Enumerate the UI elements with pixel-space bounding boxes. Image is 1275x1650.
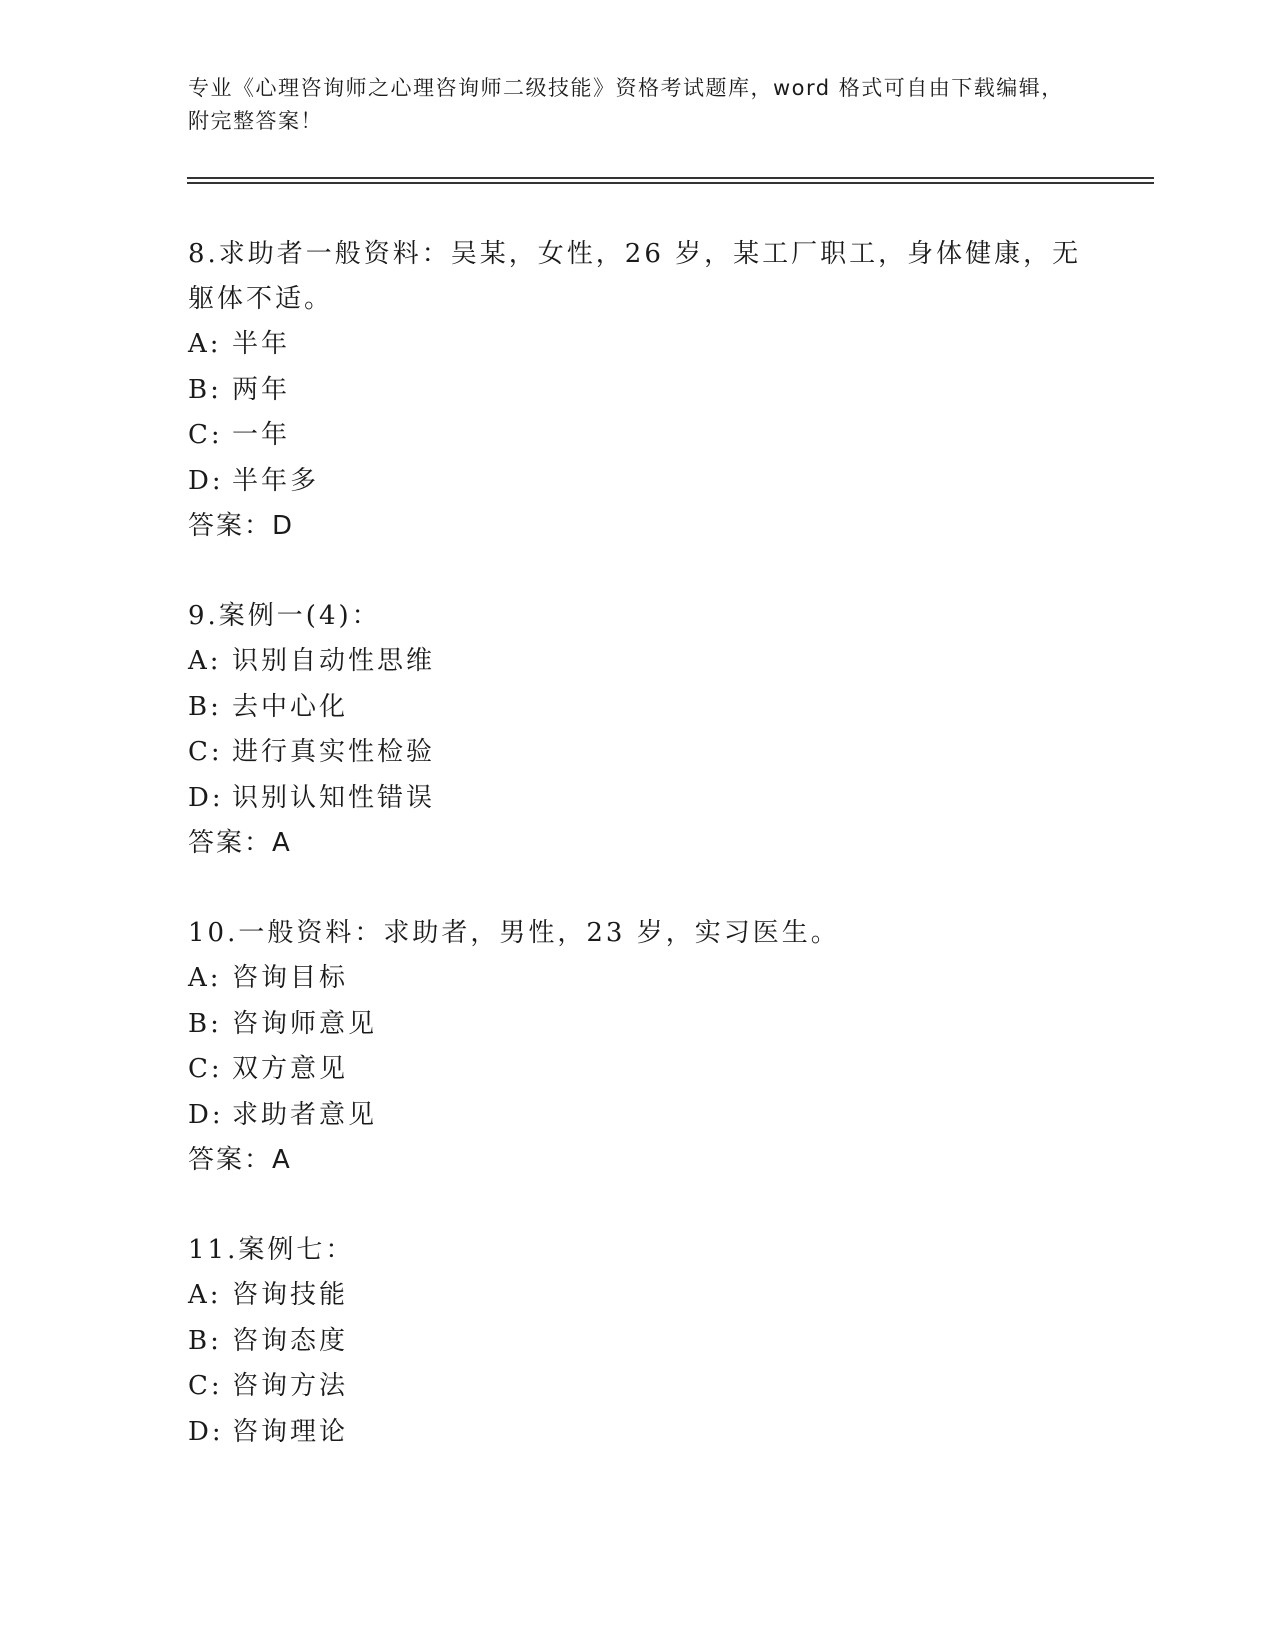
option-key: D: (188, 465, 224, 496)
question-item (188, 594, 1088, 866)
answer-option (188, 1364, 1088, 1410)
option-key: D: (188, 1099, 224, 1130)
answer-option (188, 1093, 1088, 1139)
option-text: 咨询态度 (232, 1325, 349, 1356)
option-key: B: (188, 1325, 222, 1356)
question-title: 10.一般资料：求助者，男性，23 岁，实习医生。 (188, 918, 840, 948)
option-text: 咨询理论 (232, 1416, 349, 1447)
option-key: C: (188, 420, 223, 450)
answer-line: 答案：A (188, 828, 292, 858)
option-text: 咨询师意见 (232, 1008, 378, 1039)
answer-option (188, 1273, 1088, 1319)
document-header: 专业《心理咨询师之心理咨询师二级技能》资格考试题库，word 格式可自由下载编辑，附完整答案！ (188, 76, 1064, 133)
option-key: C: (188, 1054, 223, 1084)
option-key: C: (188, 1371, 223, 1401)
option-text: 进行真实性检验 (232, 737, 436, 767)
option-key: A: (188, 329, 222, 359)
question-title: 8.求助者一般资料：吴某，女性，26 岁，某工厂职工，身体健康，无躯体不适。 (188, 239, 1082, 314)
answer-option (188, 368, 1088, 414)
answer-option (188, 1410, 1088, 1456)
option-key: D: (188, 1416, 224, 1447)
header-divider-top (187, 177, 1154, 179)
option-text: 咨询技能 (232, 1280, 349, 1310)
answer-option (188, 956, 1088, 1002)
answer-option (188, 639, 1088, 685)
option-text: 求助者意见 (232, 1099, 378, 1130)
option-text: 半年 (232, 329, 291, 359)
option-text: 咨询方法 (232, 1371, 349, 1401)
answer-option (188, 730, 1088, 776)
answer-option (188, 1002, 1088, 1048)
question-item (188, 1228, 1088, 1455)
option-text: 识别自动性思维 (232, 646, 436, 676)
answer-option (188, 413, 1088, 459)
answer-option (188, 322, 1088, 368)
answer-line: 答案：A (188, 1145, 292, 1175)
option-key: B: (188, 691, 222, 722)
option-key: C: (188, 737, 223, 767)
answer-option (188, 459, 1088, 505)
option-key: A: (188, 1280, 222, 1310)
answer-option (188, 776, 1088, 822)
option-key: B: (188, 1008, 222, 1039)
option-key: D: (188, 782, 224, 813)
option-key: A: (188, 646, 222, 676)
question-title: 11.案例七： (188, 1235, 355, 1265)
question-item (188, 232, 1088, 549)
answer-line: 答案：D (188, 511, 295, 541)
answer-option (188, 1047, 1088, 1093)
question-title: 9.案例一(4)： (188, 601, 381, 631)
option-text: 一年 (232, 420, 291, 450)
option-text: 两年 (232, 374, 291, 405)
option-text: 半年多 (232, 465, 320, 496)
answer-option (188, 685, 1088, 731)
option-key: B: (188, 374, 222, 405)
question-item (188, 911, 1088, 1183)
option-text: 双方意见 (232, 1054, 349, 1084)
answer-option (188, 1319, 1088, 1365)
header-divider-bottom (187, 182, 1154, 184)
option-key: A: (188, 963, 222, 993)
option-text: 咨询目标 (232, 963, 349, 993)
option-text: 识别认知性错误 (232, 782, 436, 813)
question-list (188, 232, 1088, 1500)
option-text: 去中心化 (232, 691, 349, 722)
